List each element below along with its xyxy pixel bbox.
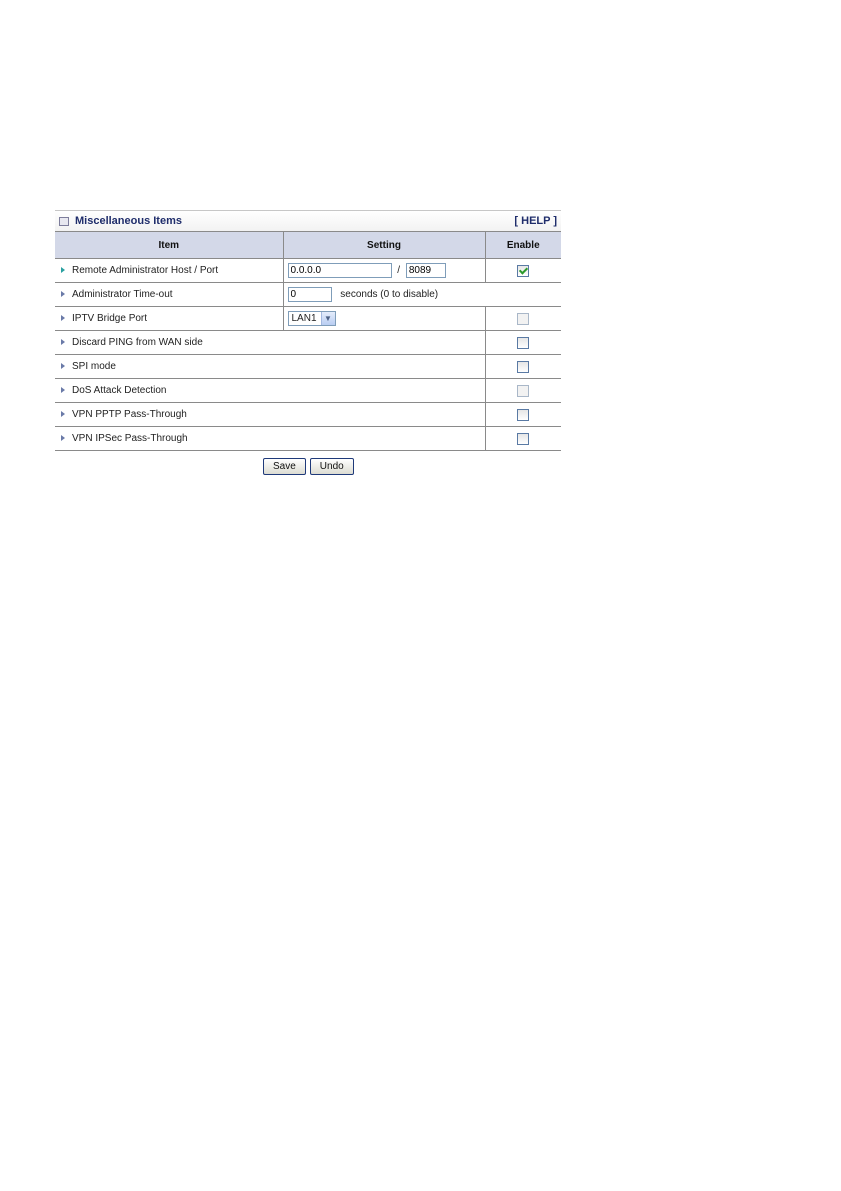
row-label: Discard PING from WAN side <box>72 337 203 348</box>
triangle-right-icon <box>61 387 65 393</box>
dos-detection-enable-checkbox[interactable] <box>517 385 529 397</box>
table-row-vpn-pptp <box>55 403 561 427</box>
setting-cell <box>283 259 485 283</box>
triangle-right-icon <box>61 291 65 297</box>
item-cell <box>55 403 485 427</box>
form-buttons <box>263 458 354 475</box>
triangle-right-icon <box>61 267 65 273</box>
remote-host-input[interactable] <box>288 263 392 278</box>
item-cell <box>55 379 485 403</box>
spi-mode-enable-checkbox[interactable] <box>517 361 529 373</box>
enable-cell <box>485 427 561 451</box>
triangle-right-icon <box>61 315 65 321</box>
header-item: Item <box>55 232 283 259</box>
remote-port-input[interactable] <box>406 263 446 278</box>
row-label: Remote Administrator Host / Port <box>72 265 219 276</box>
row-label: VPN PPTP Pass-Through <box>72 409 187 420</box>
timeout-input[interactable] <box>288 287 332 302</box>
save-button[interactable]: Save <box>263 458 306 475</box>
row-label: DoS Attack Detection <box>72 385 167 396</box>
panel-title: Miscellaneous Items <box>75 215 182 227</box>
misc-items-panel <box>55 210 561 451</box>
triangle-right-icon <box>61 435 65 441</box>
iptv-port-select[interactable] <box>288 311 336 326</box>
table-row-admin-timeout <box>55 283 561 307</box>
item-cell <box>55 307 283 331</box>
table-row-discard-ping <box>55 331 561 355</box>
undo-button[interactable]: Undo <box>310 458 354 475</box>
select-value: LAN1 <box>291 313 317 324</box>
setting-cell <box>283 307 485 331</box>
row-label: SPI mode <box>72 361 116 372</box>
enable-cell <box>485 379 561 403</box>
item-cell <box>55 259 283 283</box>
triangle-right-icon <box>61 363 65 369</box>
help-link[interactable]: [ HELP ] <box>514 215 557 227</box>
remote-admin-enable-checkbox[interactable] <box>517 265 529 277</box>
setting-cell <box>283 283 561 307</box>
chevron-down-icon[interactable]: ▼ <box>321 312 335 325</box>
table-row-dos-detection <box>55 379 561 403</box>
panel-title-group <box>55 215 182 227</box>
table-header-row <box>55 232 561 259</box>
triangle-right-icon <box>61 339 65 345</box>
table-row-vpn-ipsec <box>55 427 561 451</box>
enable-cell <box>485 307 561 331</box>
vpn-ipsec-enable-checkbox[interactable] <box>517 433 529 445</box>
table-row-spi-mode <box>55 355 561 379</box>
table-row-remote-admin <box>55 259 561 283</box>
timeout-note: seconds (0 to disable) <box>340 289 439 300</box>
table-row-iptv <box>55 307 561 331</box>
triangle-right-icon <box>61 411 65 417</box>
enable-cell <box>485 403 561 427</box>
discard-ping-enable-checkbox[interactable] <box>517 337 529 349</box>
item-cell <box>55 283 283 307</box>
vpn-pptp-enable-checkbox[interactable] <box>517 409 529 421</box>
square-bullet-icon <box>59 217 69 226</box>
header-setting: Setting <box>283 232 485 259</box>
iptv-enable-checkbox[interactable] <box>517 313 529 325</box>
item-cell <box>55 355 485 379</box>
enable-cell <box>485 259 561 283</box>
row-label: IPTV Bridge Port <box>72 313 148 324</box>
enable-cell <box>485 355 561 379</box>
item-cell <box>55 427 485 451</box>
enable-cell <box>485 331 561 355</box>
item-cell <box>55 331 485 355</box>
panel-header <box>55 210 561 231</box>
settings-table <box>55 231 561 451</box>
host-port-separator: / <box>397 265 401 276</box>
row-label: VPN IPSec Pass-Through <box>72 433 188 444</box>
header-enable: Enable <box>485 232 561 259</box>
row-label: Administrator Time-out <box>72 289 173 300</box>
